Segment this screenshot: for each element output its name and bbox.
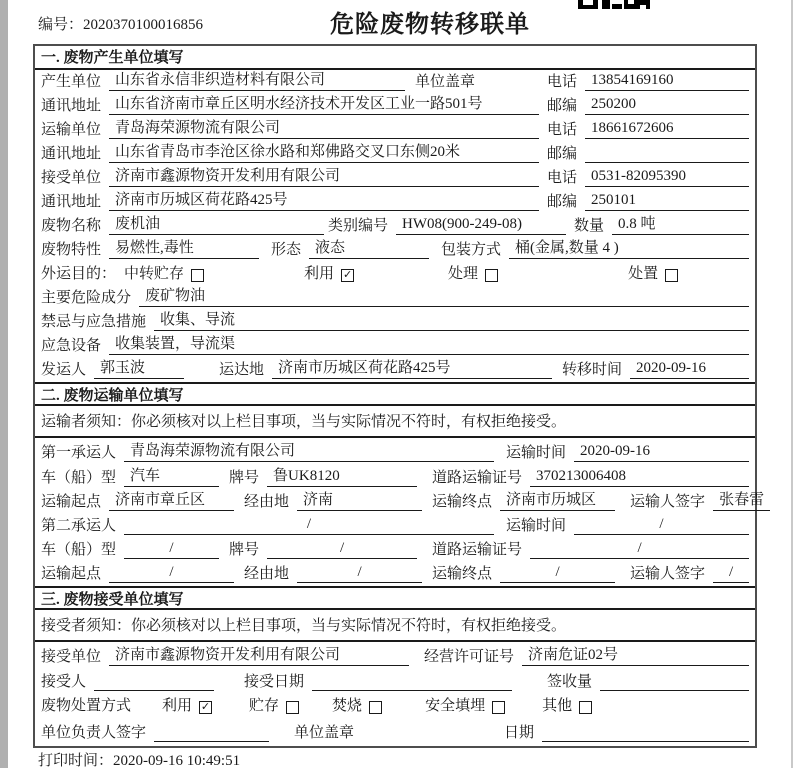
carrier1-end-label: 运输终点 [432, 494, 493, 510]
taboo-label: 禁忌与应急措施 [41, 314, 147, 330]
waste-name-label: 废物名称 [41, 218, 102, 234]
receiver-label: 接受单位 [41, 170, 102, 186]
taboo-value: 收集、导流 [154, 312, 749, 331]
carrier2-permit-value: / [530, 540, 749, 559]
disposal-option-storage-label: 贮存 [249, 698, 280, 714]
destination-value: 济南市历城区荷花路425号 [272, 360, 552, 379]
transporter-phone-value: 18661672606 [585, 120, 749, 139]
disposal-option-incinerate-checkbox [369, 701, 382, 714]
section3-title: 三. 废物接受单位填写 [35, 586, 755, 610]
purpose-option-transfer-storage-label: 中转贮存 [124, 266, 185, 282]
producer-zip-value: 250200 [585, 96, 749, 115]
receiver-phone-value: 0531-82095390 [585, 168, 749, 187]
packing-label: 包装方式 [441, 242, 502, 258]
row-equipment [35, 334, 755, 358]
purpose-option-treat-checkbox [485, 269, 498, 282]
carrier2-sign-label: 运输人签字 [630, 566, 706, 582]
purpose-option-treat [448, 265, 498, 283]
disposal-option-utilize-label: 利用 [162, 698, 193, 714]
carrier2-end-label: 运输终点 [432, 566, 493, 582]
receiver-value: 济南市鑫源物资开发利用有限公司 [109, 168, 539, 187]
form-value: 液态 [309, 240, 429, 259]
trait-value: 易燃性,毒性 [109, 240, 259, 259]
hazard-label: 主要危险成分 [41, 290, 132, 306]
carrier2-value: / [124, 516, 494, 535]
carrier2-origin-label: 运输起点 [41, 566, 102, 582]
transporter-phone-label: 电话 [547, 122, 578, 138]
document-number [38, 13, 203, 34]
disposal-option-landfill-checkbox [492, 701, 505, 714]
row-accept-unit [35, 642, 755, 670]
row-carrier1-route [35, 490, 765, 514]
qr-code-fragment [578, 0, 650, 10]
receiver-zip-label: 邮编 [547, 194, 578, 210]
acceptor-value [94, 672, 214, 691]
scan-edge-right [791, 0, 793, 768]
carrier2-sign-value: / [713, 564, 749, 583]
disposal-option-utilize [162, 697, 212, 715]
row-carrier2-vehicle [35, 538, 755, 562]
scan-edge-left [0, 0, 8, 768]
row-transporter [35, 118, 755, 142]
disposal-option-landfill-label: 安全填埋 [425, 698, 486, 714]
page-title: 危险废物转移联单 [330, 12, 530, 38]
disposal-option-other [542, 697, 592, 715]
row-producer [35, 70, 755, 94]
row-shipper [35, 358, 755, 382]
row-hazard [35, 286, 755, 310]
carrier2-plate-label: 牌号 [229, 542, 260, 558]
unit-seal-label: 单位盖章 [294, 725, 355, 741]
license-label: 经营许可证号 [424, 649, 515, 665]
acceptor-label: 接受人 [41, 674, 87, 690]
transporter-label: 运输单位 [41, 122, 102, 138]
category-value: HW08(900-249-08) [396, 216, 566, 235]
row-head-sign [35, 718, 755, 746]
print-time [38, 749, 240, 770]
transporter-address-label: 通讯地址 [41, 146, 102, 162]
disposal-option-incinerate-label: 焚烧 [332, 698, 363, 714]
carrier2-origin-value: / [109, 564, 234, 583]
row-acceptor [35, 670, 755, 694]
purpose-option-transfer-storage [124, 265, 204, 283]
purpose-option-dispose-label: 处置 [628, 266, 659, 282]
disposal-option-other-checkbox [579, 701, 592, 714]
row-carrier2-route [35, 562, 755, 586]
carrier2-end-value: / [500, 564, 615, 583]
purpose-option-utilize [304, 265, 354, 283]
shipper-value: 郭玉波 [94, 360, 184, 379]
carrier1-time-label: 运输时间 [506, 445, 567, 461]
receiver-notice: 接受者须知：你必须核对以上栏目事项，当与实际情况不符时，有权拒绝接受。 [35, 610, 755, 642]
form-label: 形态 [271, 242, 302, 258]
packing-value: 桶(金属,数量 4 ) [509, 240, 749, 259]
producer-label: 产生单位 [41, 74, 102, 90]
quantity-value: 0.8 吨 [612, 216, 749, 235]
row-receiver [35, 166, 755, 190]
row-carrier2 [35, 514, 755, 538]
receiver-address-value: 济南市历城区荷花路425号 [109, 192, 539, 211]
purpose-option-dispose [628, 265, 678, 283]
accept-date-label: 接受日期 [244, 674, 305, 690]
carrier1-origin-value: 济南市章丘区 [109, 492, 234, 511]
carrier1-plate-label: 牌号 [229, 470, 260, 486]
accept-unit-value: 济南市鑫源物资开发利用有限公司 [109, 647, 409, 666]
producer-phone-value: 13854169160 [585, 72, 749, 91]
carrier1-origin-label: 运输起点 [41, 494, 102, 510]
document-number-label: 编号： [38, 17, 84, 33]
disposal-option-incinerate [332, 697, 382, 715]
license-value: 济南危证02号 [522, 647, 749, 666]
purpose-option-treat-label: 处理 [448, 266, 479, 282]
shipper-label: 发运人 [41, 362, 87, 378]
disposal-option-landfill [425, 697, 505, 715]
purpose-label: 外运目的： [41, 266, 117, 282]
carrier1-via-value: 济南 [297, 492, 422, 511]
purpose-option-utilize-checkbox: ✓ [342, 268, 353, 281]
row-taboo [35, 310, 755, 334]
trait-label: 废物特性 [41, 242, 102, 258]
sign-qty-label: 签收量 [547, 674, 593, 690]
head-sign-value [154, 723, 269, 742]
carrier1-value: 青岛海荣源物流有限公司 [124, 443, 494, 462]
carrier1-vehicle-label: 车（船）型 [41, 470, 117, 486]
carrier1-permit-label: 道路运输证号 [432, 470, 523, 486]
transporter-address-value: 山东省青岛市李沧区徐水路和郑佛路交叉口东侧20米 [109, 144, 539, 163]
carrier1-label: 第一承运人 [41, 445, 117, 461]
transporter-notice: 运输者须知：你必须核对以上栏目事项，当与实际情况不符时，有权拒绝接受。 [35, 406, 755, 438]
section2-title: 二. 废物运输单位填写 [35, 382, 755, 406]
category-label: 类别编号 [328, 218, 389, 234]
purpose-option-utilize-label: 利用 [304, 266, 335, 282]
row-carrier1 [35, 438, 755, 466]
equipment-label: 应急设备 [41, 338, 102, 354]
carrier1-end-value: 济南市历城区 [500, 492, 615, 511]
carrier2-time-label: 运输时间 [506, 518, 567, 534]
quantity-label: 数量 [574, 218, 605, 234]
print-time-label: 打印时间： [38, 753, 114, 769]
disposal-option-other-label: 其他 [542, 698, 573, 714]
disposal-option-storage-checkbox [286, 701, 299, 714]
row-purpose [35, 262, 755, 286]
carrier2-via-label: 经由地 [244, 566, 290, 582]
sign-date-label: 日期 [504, 725, 535, 741]
row-transporter-address [35, 142, 755, 166]
producer-value: 山东省永信非织造材料有限公司 [109, 72, 405, 91]
carrier2-plate-value: / [267, 540, 417, 559]
producer-address-value: 山东省济南市章丘区明水经济技术开发区工业一路501号 [109, 96, 539, 115]
disposal-option-storage [249, 697, 299, 715]
carrier1-plate-value: 鲁UK8120 [267, 468, 417, 487]
transfer-date-label: 转移时间 [562, 362, 623, 378]
producer-phone-label: 电话 [547, 74, 578, 90]
destination-label: 运达地 [219, 362, 265, 378]
section1-title: 一. 废物产生单位填写 [35, 46, 755, 70]
carrier1-time-value: 2020-09-16 [574, 443, 749, 462]
document-number-value: 2020370100016856 [83, 17, 204, 33]
carrier2-label: 第二承运人 [41, 518, 117, 534]
purpose-option-transfer-storage-checkbox [191, 269, 204, 282]
row-carrier1-vehicle [35, 466, 755, 490]
row-receiver-address [35, 190, 755, 214]
disposal-option-utilize-checkbox: ✓ [200, 700, 211, 713]
carrier2-time-value: / [574, 516, 749, 535]
producer-seal-label: 单位盖章 [415, 74, 476, 90]
carrier2-vehicle-label: 车（船）型 [41, 542, 117, 558]
carrier2-via-value: / [297, 564, 422, 583]
receiver-phone-label: 电话 [547, 170, 578, 186]
receiver-address-label: 通讯地址 [41, 194, 102, 210]
carrier1-sign-value: 张春雷 [713, 492, 770, 511]
carrier2-permit-label: 道路运输证号 [432, 542, 523, 558]
hazard-value: 废矿物油 [139, 288, 749, 307]
sign-date-value [542, 723, 749, 742]
head-sign-label: 单位负责人签字 [41, 725, 147, 741]
carrier1-via-label: 经由地 [244, 494, 290, 510]
print-time-value: 2020-09-16 10:49:51 [113, 753, 241, 769]
accept-date-value [312, 672, 512, 691]
carrier1-permit-value: 370213006408 [530, 468, 749, 487]
row-disposal [35, 694, 755, 718]
purpose-option-dispose-checkbox [665, 269, 678, 282]
row-waste-traits [35, 238, 755, 262]
row-waste-name [35, 214, 755, 238]
sign-qty-value [600, 672, 749, 691]
carrier2-vehicle-value: / [124, 540, 219, 559]
carrier1-vehicle-value: 汽车 [124, 468, 219, 487]
accept-unit-label: 接受单位 [41, 649, 102, 665]
transfer-date-value: 2020-09-16 [630, 360, 749, 379]
transporter-value: 青岛海荣源物流有限公司 [109, 120, 539, 139]
transporter-zip-label: 邮编 [547, 146, 578, 162]
equipment-value: 收集装置，导流渠 [109, 336, 749, 355]
transfer-form [33, 44, 765, 748]
waste-name-value: 废机油 [109, 216, 324, 235]
disposal-label: 废物处置方式 [41, 698, 132, 714]
producer-address-label: 通讯地址 [41, 98, 102, 114]
receiver-zip-value: 250101 [585, 192, 749, 211]
producer-zip-label: 邮编 [547, 98, 578, 114]
transporter-zip-value [585, 144, 749, 163]
carrier1-sign-label: 运输人签字 [630, 494, 706, 510]
row-producer-address [35, 94, 755, 118]
